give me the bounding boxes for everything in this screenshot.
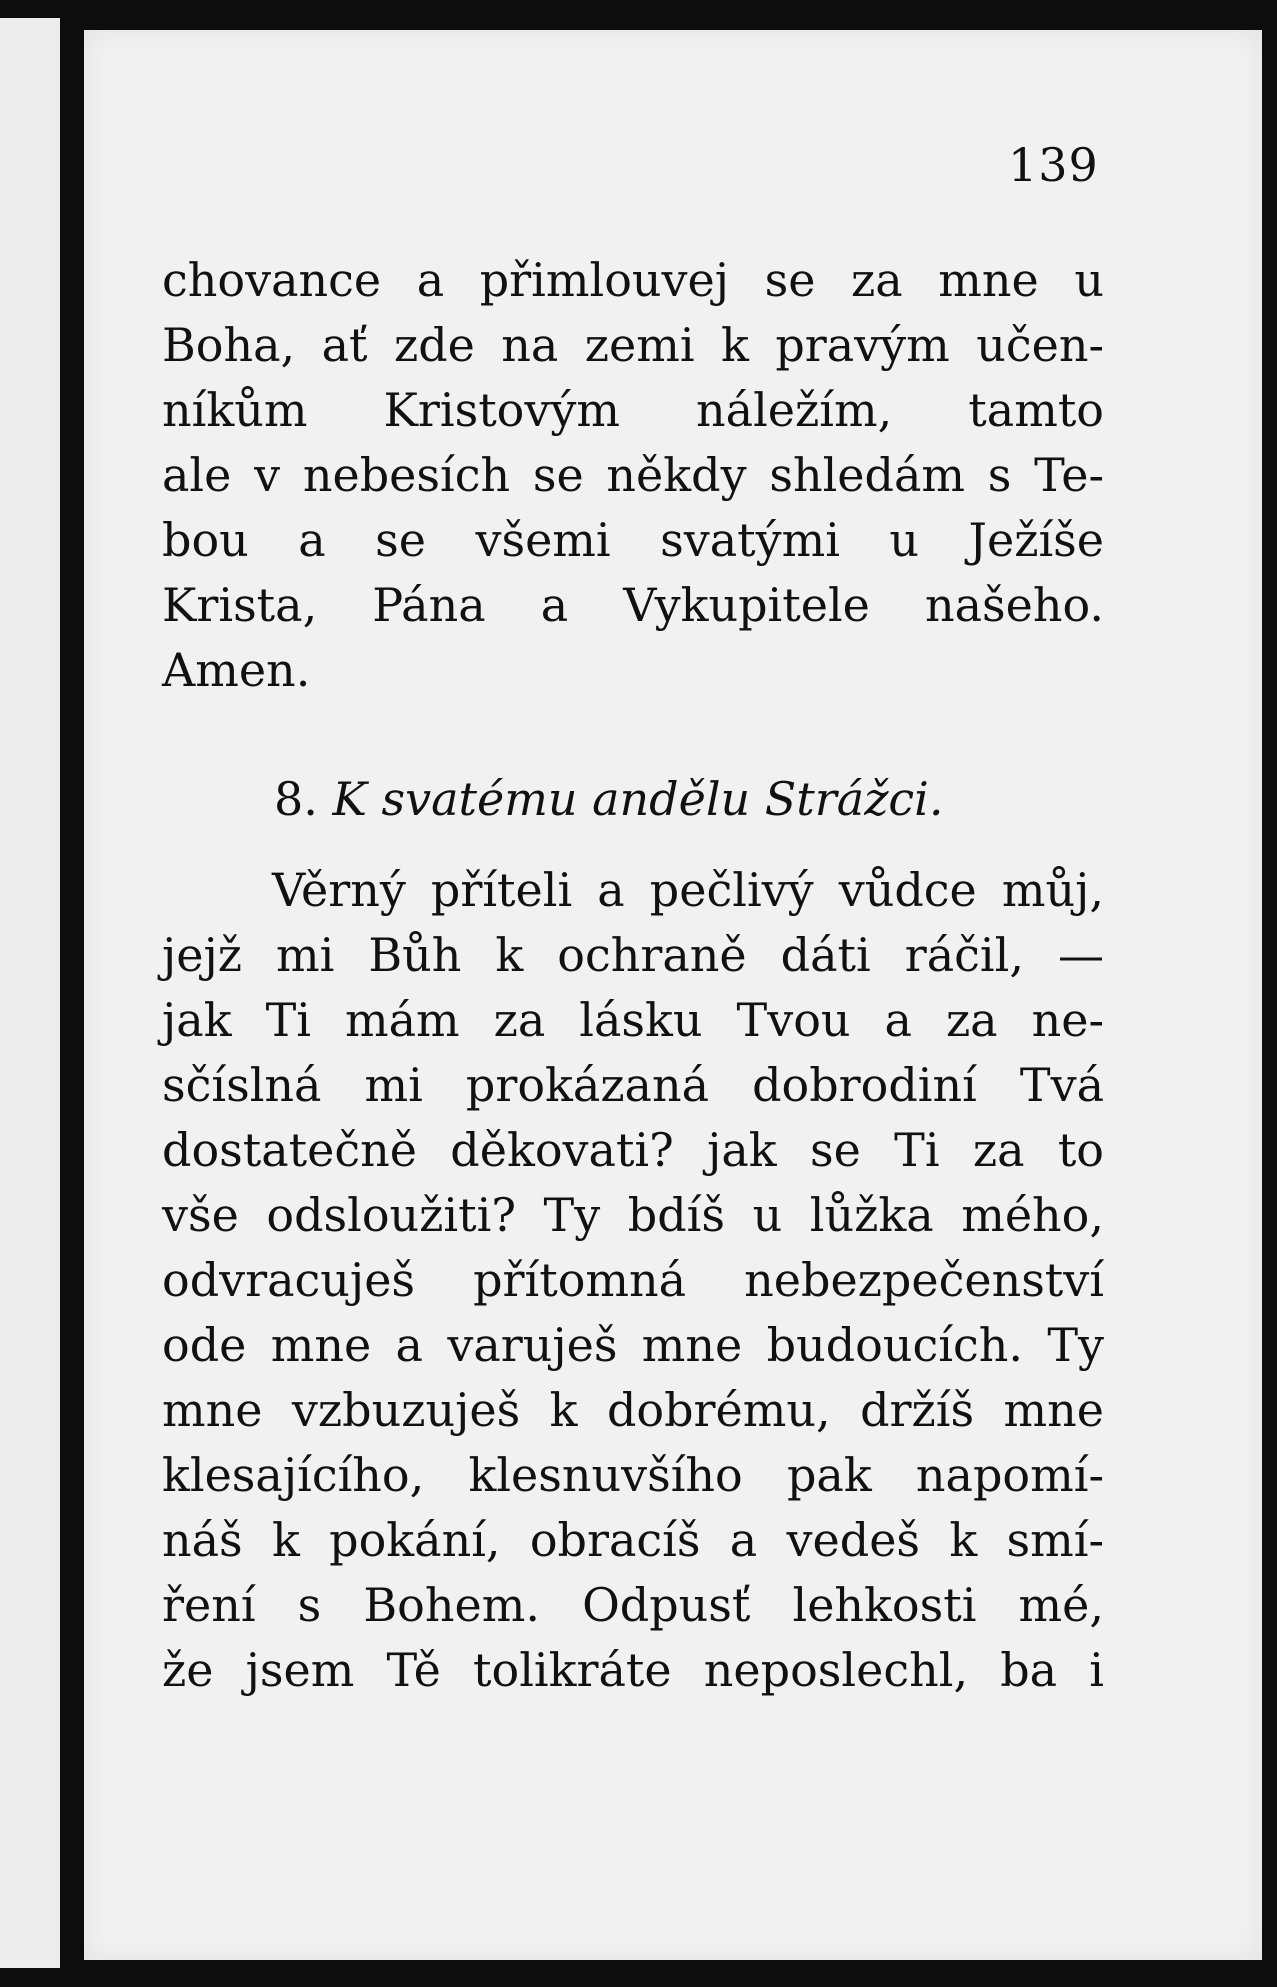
- text-line: bou a se všemi svatými u Ježíše: [162, 513, 1104, 567]
- text-line: jejž mi Bůh k ochraně dáti ráčil, —: [162, 928, 1104, 982]
- text-line: Amen.: [162, 643, 311, 697]
- text-line: dostatečně děkovati? jak se Ti za to: [162, 1123, 1104, 1177]
- previous-page-edge: [0, 18, 60, 1968]
- section-number: 8.: [274, 772, 318, 826]
- text-line: klesajícího, klesnuvšího pak napomí-: [162, 1448, 1104, 1502]
- section-heading: [274, 772, 944, 826]
- text-line: náš k pokání, obracíš a vedeš k smí-: [162, 1513, 1104, 1567]
- text-line: chovance a přimlouvej se za mne u: [162, 253, 1104, 307]
- text-line: mne vzbuzuješ k dobrému, držíš mne: [162, 1383, 1104, 1437]
- text-line: vše odsloužiti? Ty bdíš u lůžka mého,: [162, 1188, 1104, 1242]
- text-line: ření s Bohem. Odpusť lehkosti mé,: [162, 1578, 1104, 1632]
- text-line: Věrný příteli a pečlivý vůdce můj,: [272, 863, 1104, 917]
- page-number: 139: [1008, 138, 1099, 192]
- text-line: jak Ti mám za lásku Tvou a za ne-: [162, 993, 1104, 1047]
- text-line: ode mne a varuješ mne budoucích. Ty: [162, 1318, 1104, 1372]
- section-title: K svatému andělu Strážci.: [332, 772, 944, 826]
- text-line: že jsem Tě tolikráte neposlechl, ba i: [162, 1643, 1104, 1697]
- paragraph-guardian-angel-prayer: [162, 858, 1104, 1703]
- text-line: ale v nebesích se někdy shledám s Te-: [162, 448, 1104, 502]
- text-line: odvracuješ přítomná nebezpečenství: [162, 1253, 1104, 1307]
- text-line: Krista, Pána a Vykupitele našeho.: [162, 578, 1104, 632]
- text-line: Boha, ať zde na zemi k pravým učen-: [162, 318, 1104, 372]
- text-line: níkům Kristovým náležím, tamto: [162, 383, 1104, 437]
- text-line: sčíslná mi prokázaná dobrodiní Tvá: [162, 1058, 1104, 1112]
- paragraph-continued-prayer: [162, 248, 1104, 703]
